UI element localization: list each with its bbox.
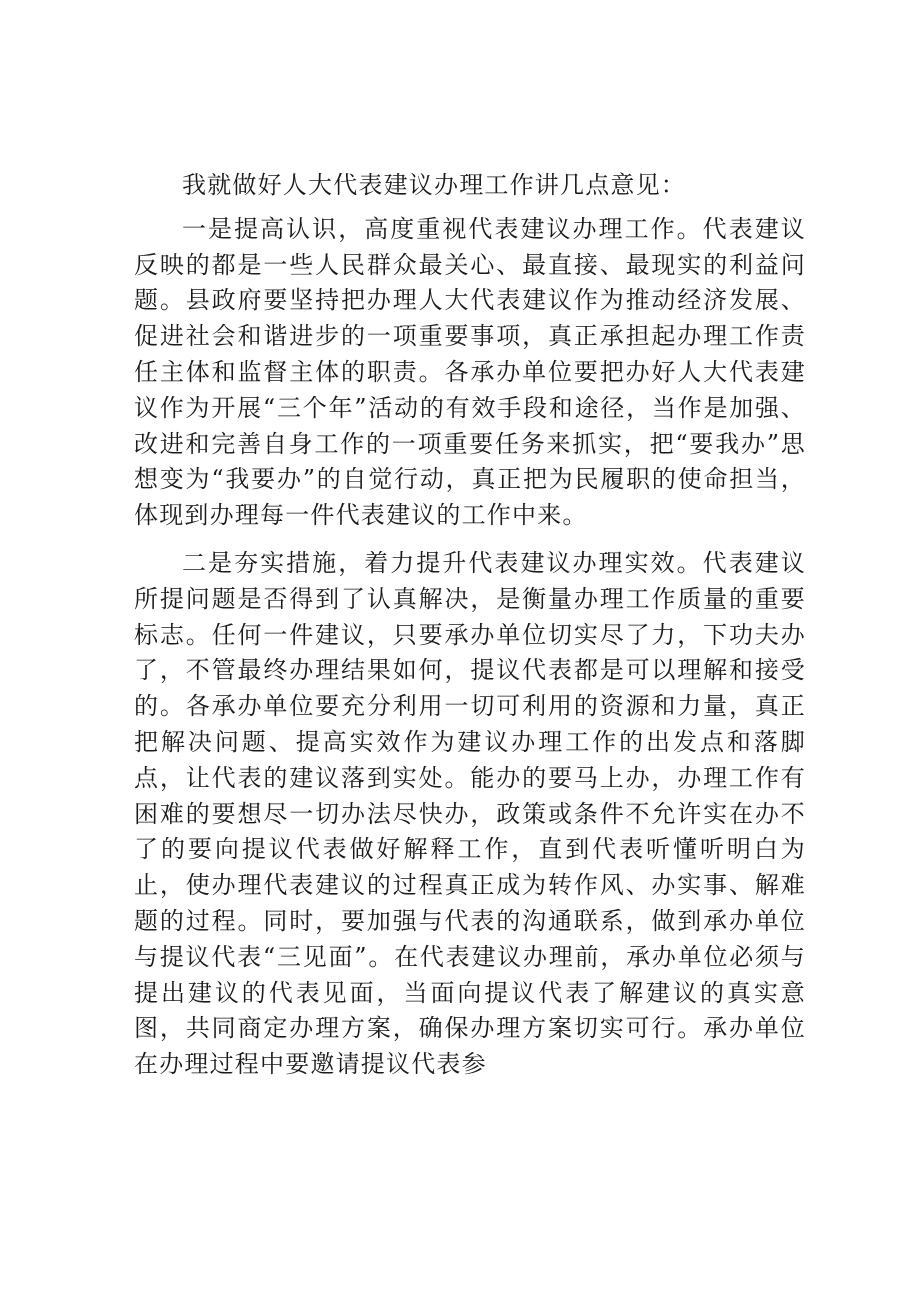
point-one-paragraph: 一是提高认识，高度重视代表建议办理工作。代表建议反映的都是一些人民群众最关心、最直接、最现实的利益问题。县政府要坚持把办理人大代表建议作为推动经济发展、促进社会和谐进步的一项重要事项，真正承担起办理工作责任主体和监督主体的职责。各承办单位要把办好人大代表建议作为开展“三个年”活动的有效手段和途径，当作是加强、改进和完善自身工作的一项重要任务来抓实，把“要我办”思想变为“我要办”的自觉行动，真正把为民履职的使命担当，体现到办理每一件代表建议的工作中来。 <box>134 214 806 530</box>
document-body <box>134 168 806 1083</box>
point-two-paragraph: 二是夯实措施，着力提升代表建议办理实效。代表建议所提问题是否得到了认真解决，是衡量办理工作质量的重要标志。任何一件建议，只要承办单位切实尽了力，下功夫办了，不管最终办理结果如何，提议代表都是可以理解和接受的。各承办单位要充分利用一切可利用的资源和力量，真正把解决问题、提高实效作为建议办理工作的出发点和落脚点，让代表的建议落到实处。能办的要马上办，办理工作有困难的要想尽一切办法尽快办，政策或条件不允许实在办不了的要向提议代表做好解释工作，直到代表听懂听明白为止，使办理代表建议的过程真正成为转作风、办实事、解难题的过程。同时，要加强与代表的沟通联系，做到承办单位与提议代表“三见面”。在代表建议办理前，承办单位必须与提出建议的代表见面，当面向提议代表了解建议的真实意图，共同商定办理方案，确保办理方案切实可行。承办单位在办理过程中要邀请提议代表参 <box>134 548 806 1079</box>
intro-paragraph: 我就做好人大代表建议办理工作讲几点意见： <box>182 171 686 199</box>
